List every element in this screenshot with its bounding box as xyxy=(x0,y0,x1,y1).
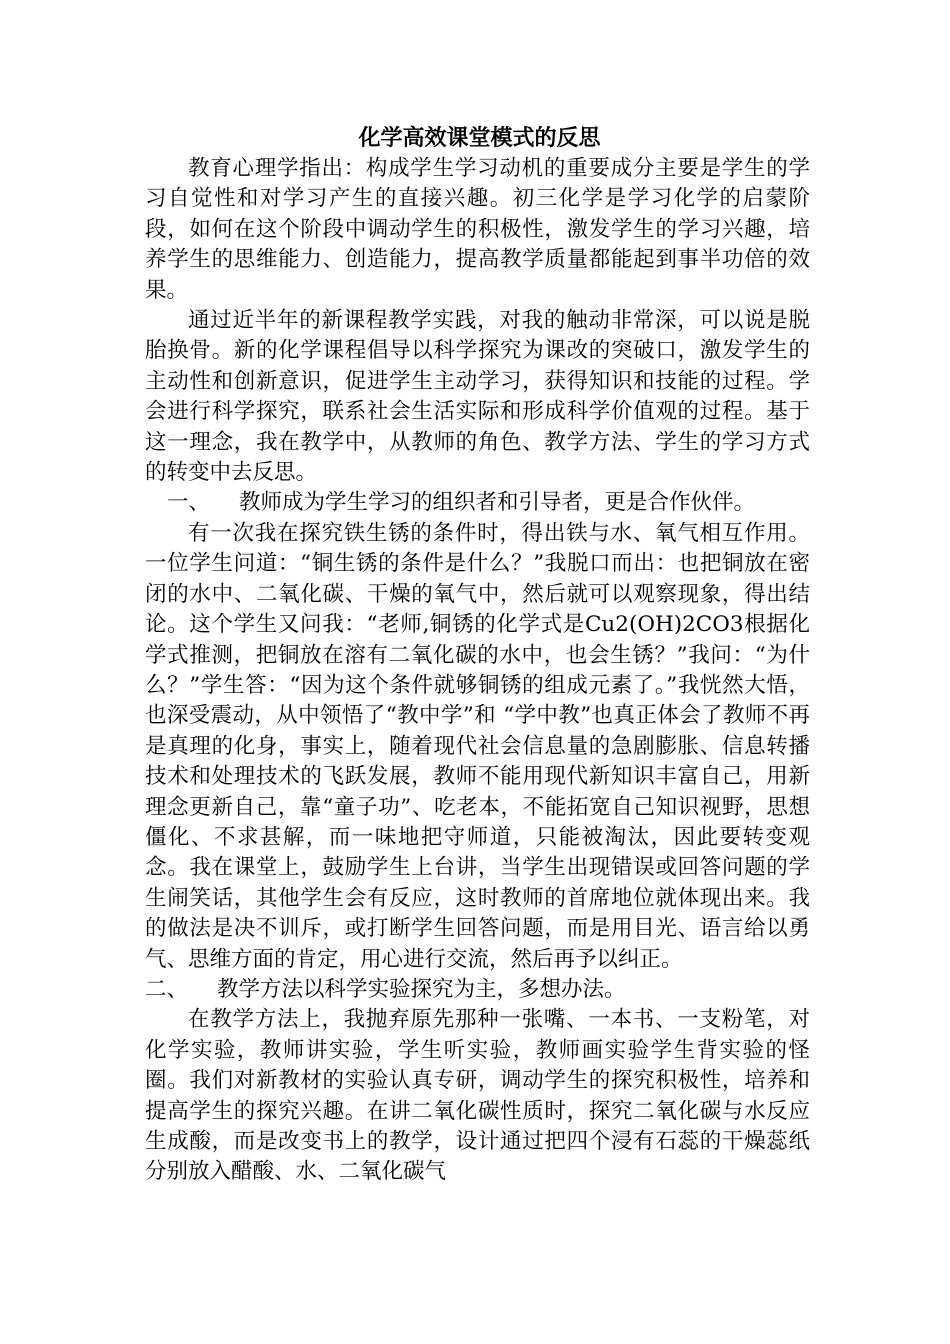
section-heading-2 xyxy=(145,975,810,1005)
section-heading-1 xyxy=(145,488,810,518)
section-number-1: 一、 xyxy=(167,490,211,516)
section-heading-2-text: 教学方法以科学实验探究为主，多想办法。 xyxy=(217,976,626,1002)
paragraph-copper-rust: 有一次我在探究铁生锈的条件时，得出铁与水、氧气相互作用。一位学生问道：“铜生锈的条件是什么？”我脱口而出：也把铜放在密闭的水中、二氧化碳、干燥的氧气中，然后就可以观察现象，得出结论。这个学生又问我：“老师,铜锈的化学式是Cu2(OH)2CO3根据化学式推测，把铜放在溶有二氧化碳的水中，也会生锈？”我问：“为什么？”学生答：“因为这个条件就够铜锈的组成元素了。”我恍然大悟，也深受震动，从中领悟了“教中学”和 “学中教”也真正体会了教师不再是真理的化身，事实上，随着现代社会信息量的急剧膨胀、信息转播技术和处理技术的飞跃发展，教师不能用现代新知识丰富自己，用新理念更新自己，靠“童子功”、吃老本，不能拓宽自己知识视野，思想僵化、不求甚解，而一味地把守师道，只能被淘汰，因此要转变观念。我在课堂上，鼓励学生上台讲，当学生出现错误或回答问题的学生闹笑话，其他学生会有反应，这时教师的首席地位就体现出来。我的做法是决不训斥，或打断学生回答问题，而是用目光、语言给以勇气、思维方面的肯定，用心进行交流，然后再予以纠正。 xyxy=(145,520,810,972)
section-heading-1-text: 教师成为学生学习的组织者和引导者，更是合作伙伴。 xyxy=(239,490,756,516)
document-title: 化学高效课堂模式的反思 xyxy=(358,125,601,151)
paragraph-practice: 通过近半年的新课程教学实践，对我的触动非常深，可以说是脱胎换骨。新的化学课程倡导以科学探究为课改的突破口，激发学生的主动性和创新意识，促进学生主动学习，获得知识和技能的过程。学会进行科学探究，联系社会生活实际和形成科学价值观的过程。基于这一理念，我在教学中，从教师的角色、教学方法、学生的学习方式的转变中去反思。 xyxy=(145,308,810,486)
paragraph-teaching-method: 在教学方法上，我抛弃原先那种一张嘴、一本书、一支粉笔，对化学实验，教师讲实验，学生听实验，教师画实验学生背实验的怪圈。我们对新教材的实验认真专研，调动学生的探究积极性，培养和提高学生的探究兴趣。在讲二氧化碳性质时，探究二氧化碳与水反应生成酸，而是改变书上的教学，设计通过把四个浸有石蕊的干燥蕊纸分别放入醋酸、水、二氧化碳气 xyxy=(145,1007,810,1185)
section-number-2: 二、 xyxy=(145,976,189,1002)
document-page xyxy=(145,122,810,1188)
paragraph-intro: 教育心理学指出：构成学生学习动机的重要成分主要是学生的学习自觉性和对学习产生的直接兴趣。初三化学是学习化学的启蒙阶段，如何在这个阶段中调动学生的积极性，激发学生的学习兴趣，培养学生的思维能力、创造能力，提高教学质量都能起到事半功倍的效果。 xyxy=(145,156,810,303)
